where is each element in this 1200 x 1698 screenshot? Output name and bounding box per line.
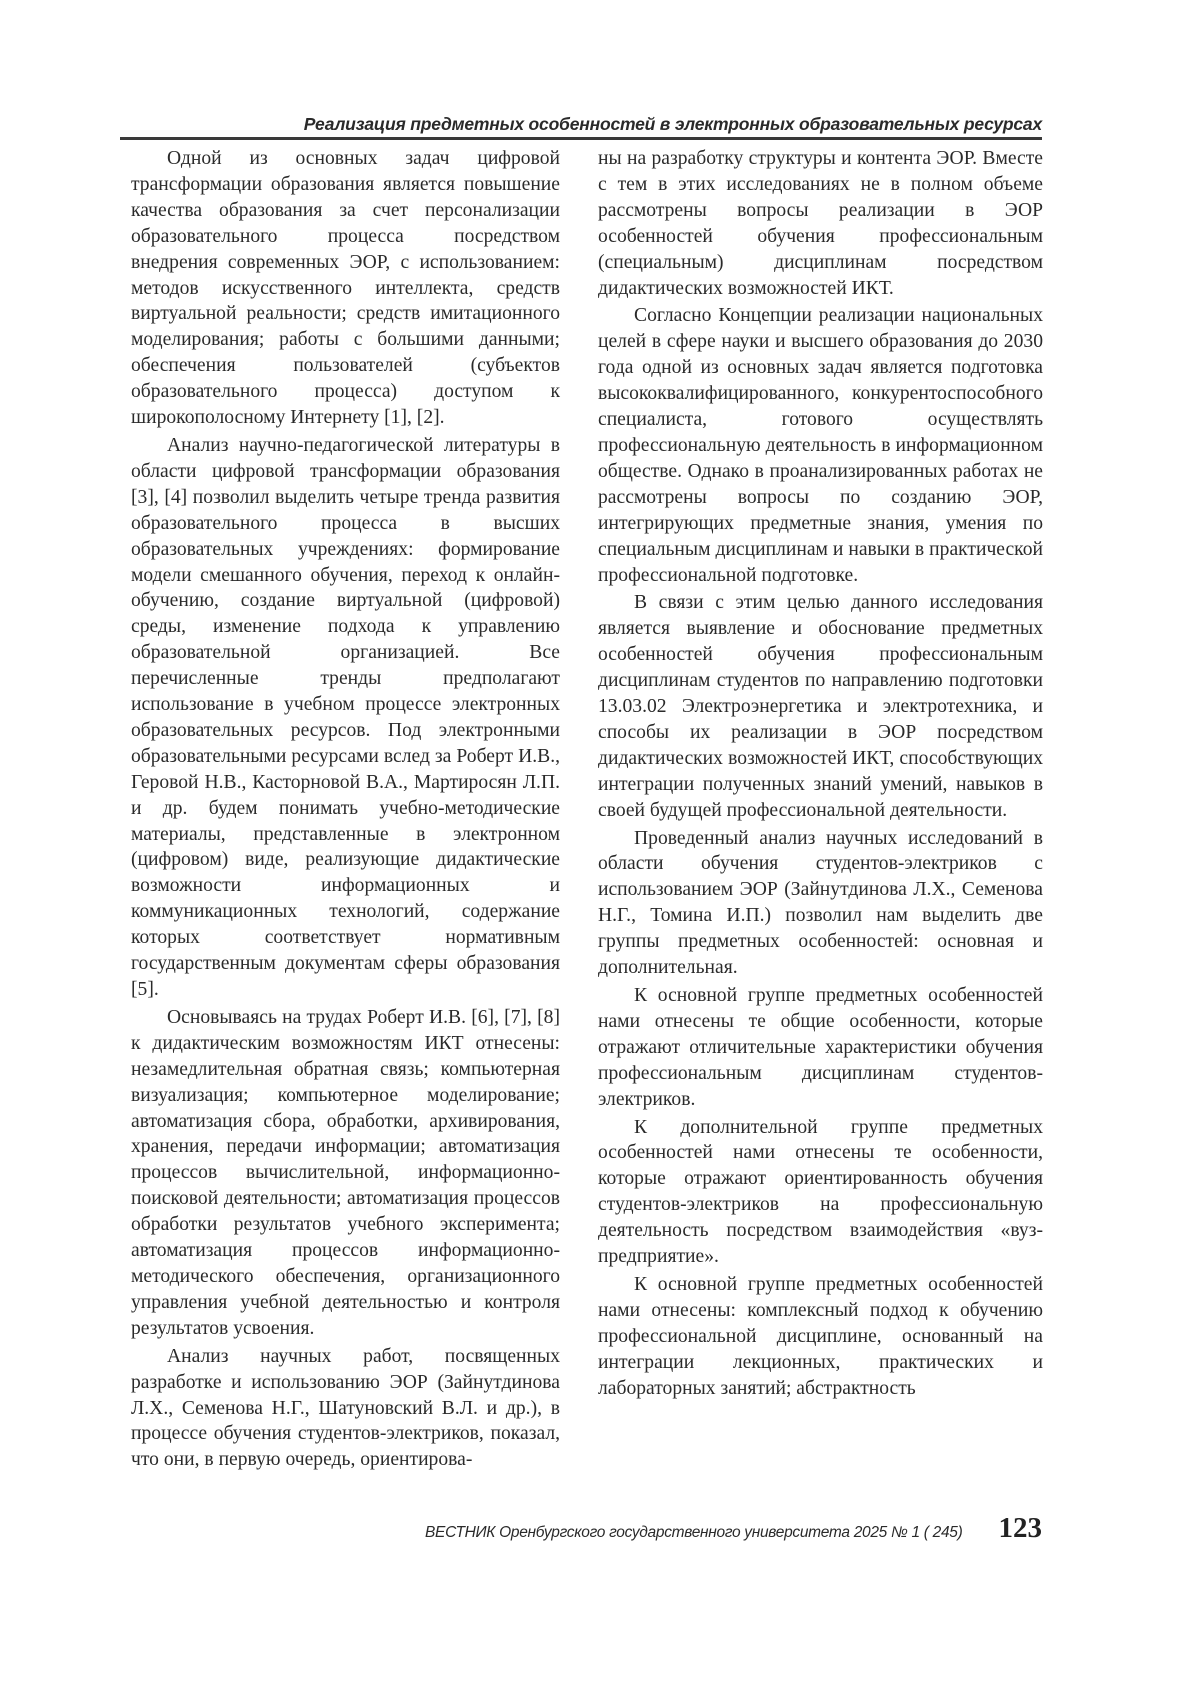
paragraph: В связи с этим целью данного исследования является выявление и обоснование предметных особенностей обучения профессиональным дисциплинам студентов по направлению подготовки 13.03.02 Электроэнергетика и электротехника, и способы их реализации в ЭОР посредством дидактических возможностей ИКТ, способствующих интеграции полученных знаний умений, навыков в своей будущей профессиональной деятельности. (598, 592, 1043, 821)
header-rule (120, 137, 1042, 140)
paragraph: Анализ научно-педагогической литературы в области цифровой трансформации образования [3], [4] позволил выделить четыре тренда развития образовательного процесса в высших образовательных учреждениях: формирование модели смешанного обучения, переход к онлайн-обучению, создание виртуальной (цифровой) среды, изменение подхода к управлению образовательной организацией. Все перечисленные тренды предполагают использование в учебном процессе электронных образовательных ресурсов. Под электронными образовательными ресурсами вслед за Роберт И.В., Геровой Н.В., Касторновой В.А., Мартиросян Л.П. и др. будем понимать учебно-методические материалы, представленные в электронном (цифровом) виде, реализующие дидактические возможности информационных и коммуникационных технологий, содержание которых соответствует нормативным государственным документам сферы образования [5]. (131, 434, 560, 1000)
paragraph: К дополнительной группе предметных особенностей нами отнесены те особенности, которые отражают ориентированность обучения студентов-электриков на профессиональную деятельность посредством взаимодействия «вуз-предприятие». (598, 1116, 1043, 1268)
paragraph: Основываясь на трудах Роберт И.В. [6], [7], [8] к дидактическим возможностям ИКТ отнесены: незамедлительная обратная связь; компьютерная визуализация; компьютерное моделирование; автоматизация сбора, обработки, архивирования, хранения, передачи информации; автоматизация процессов вычислительной, информационно-поисковой деятельности; автоматизация процессов обработки результатов учебного эксперимента; автоматизация процессов информационно-методического обеспечения, организационного управления учебной деятельностью и контроля результатов усвоения. (131, 1006, 560, 1339)
left-column (131, 146, 560, 1475)
page-number: 123 (998, 1512, 1042, 1544)
paragraph: К основной группе предметных особенностей нами отнесены: комплексный подход к обучению профессиональной дисциплине, основанный на интеграции лекционных, практических и лабораторных занятий; абстрактность (598, 1273, 1043, 1399)
journal-name: ВЕСТНИК Оренбургского государственного университета 2025 № 1 ( 245) (425, 1524, 963, 1541)
paragraph: Анализ научных работ, посвященных разработке и использованию ЭОР (Зайнутдинова Л.Х., Семенова Н.Г., Шатуновский В.Л. и др.), в процессе обучения студентов-электриков, показал, что они, в первую очередь, ориентирова- (131, 1345, 560, 1471)
paragraph: Проведенный анализ научных исследований в области обучения студентов-электриков с использованием ЭОР (Зайнутдинова Л.Х., Семенова Н.Г., Томина И.П.) позволил нам выделить две группы предметных особенностей: основная и дополнительная. (598, 827, 1043, 979)
paragraph-continuation: ны на разработку структуры и контента ЭОР. Вместе с тем в этих исследованиях не в полном объеме рассмотрены вопросы реализации в ЭОР особенностей обучения профессиональным (специальным) дисциплинам посредством дидактических возможностей ИКТ. (598, 148, 1043, 299)
page-footer (120, 1512, 1042, 1545)
paragraph: Согласно Концепции реализации национальных целей в сфере науки и высшего образования до 2030 года одной из основных задач является подготовка высококвалифицированного, конкурентоспособного специалиста, готового осуществлять профессиональную деятельность в информационном обществе. Однако в проанализированных работах не рассмотрены вопросы по созданию ЭОР, интегрирующих предметные знания, умения по специальным дисциплинам и навыки в практической профессиональной подготовке. (598, 305, 1043, 586)
paragraph: Одной из основных задач цифровой трансформации образования является повышение качества образования за счет персонализации образовательного процесса посредством внедрения современных ЭОР, с использованием: методов искусственного интеллекта, средств виртуальной реальности; средств имитационного моделирования; работы с большими данными; обеспечения пользователей (субъектов образовательного процесса) доступом к широкополосному Интернету [1], [2]. (131, 148, 560, 429)
paragraph: К основной группе предметных особенностей нами отнесены те общие особенности, которые отражают отличительные характеристики обучения профессиональным дисциплинам студентов-электриков. (598, 985, 1043, 1110)
right-column (598, 146, 1043, 1404)
running-title: Реализация предметных особенностей в электронных образовательных ресурсах (303, 114, 1042, 134)
